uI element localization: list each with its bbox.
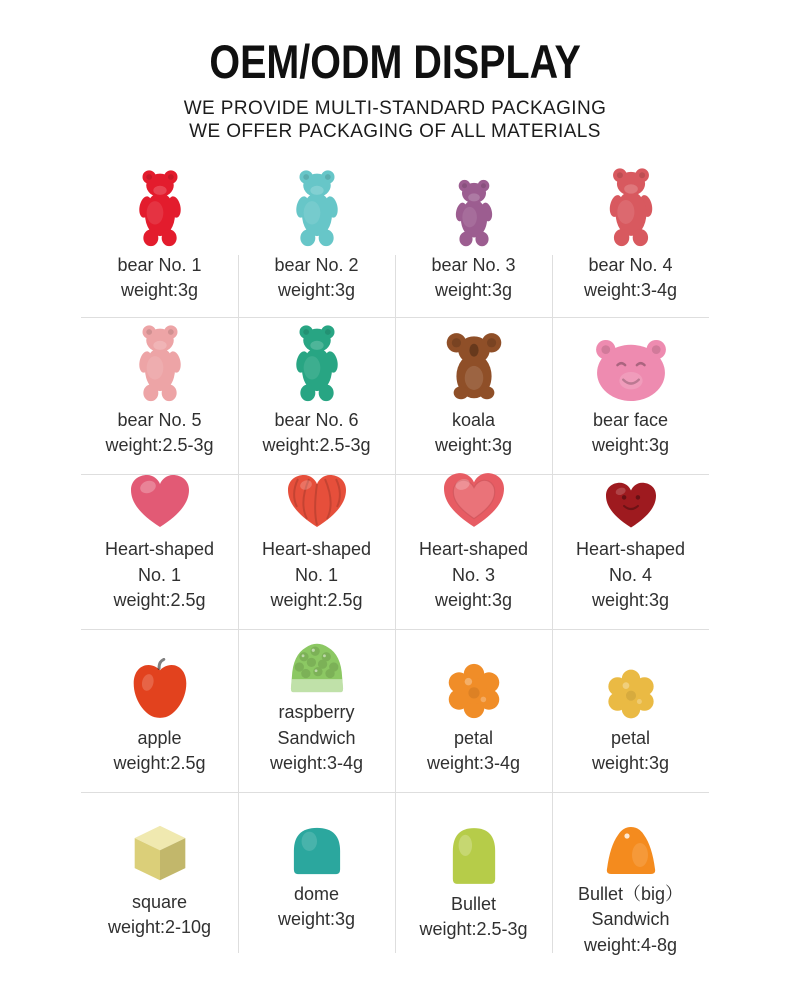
candy-weight: weight:3g — [277, 280, 356, 301]
candy-weight: weight:2.5g — [113, 753, 206, 774]
candy-weight: weight:2.5-3g — [105, 435, 214, 456]
candy-label — [410, 537, 538, 614]
candy-weight: weight:3-4g — [583, 280, 678, 301]
smiley-heart-icon — [603, 481, 659, 531]
bear-icon — [451, 177, 497, 247]
page-title — [0, 36, 790, 89]
candy-cell-18 — [238, 792, 395, 995]
candy-label — [431, 253, 515, 304]
candy-weight: weight:4-8g — [583, 934, 678, 955]
candy-label — [274, 253, 358, 304]
candy-weight: weight:2-10g — [107, 917, 212, 938]
candy-name: Bullet（big） Sandwich — [577, 883, 684, 930]
candy-label — [427, 726, 520, 777]
candy-label — [278, 882, 355, 933]
candy-name: bear No. 5 — [117, 409, 202, 430]
bear-icon — [133, 167, 187, 247]
candy-name: bear No. 4 — [588, 254, 673, 275]
gumdrop-icon — [603, 824, 659, 876]
candy-name: bear face — [592, 409, 669, 430]
candy-cell-2 — [238, 165, 395, 317]
candy-name: raspberry Sandwich — [277, 702, 356, 748]
candy-label — [435, 408, 512, 459]
candy-label — [419, 892, 527, 943]
candy-weight: weight:3g — [591, 753, 670, 774]
cube-icon — [129, 824, 191, 884]
candy-cell-7 — [395, 317, 552, 474]
candy-name: Bullet — [450, 893, 496, 914]
candy-name: bear No. 1 — [117, 254, 202, 275]
flower-icon — [604, 668, 658, 720]
bear-icon — [290, 322, 344, 402]
candy-name: square — [131, 891, 188, 912]
candy-weight: weight:2.5-3g — [262, 435, 371, 456]
bear-icon — [133, 322, 187, 402]
candy-name: bear No. 6 — [274, 409, 359, 430]
candy-name: petal — [610, 727, 651, 748]
candy-name: Heart-shaped No. 4 — [575, 539, 686, 585]
bear-face-icon — [593, 338, 669, 402]
bear-icon — [602, 165, 660, 247]
candy-cell-15 — [395, 629, 552, 792]
candy-cell-19 — [395, 792, 552, 995]
candy-grid — [81, 165, 709, 995]
candy-name: petal — [453, 727, 494, 748]
candy-label — [117, 253, 201, 304]
candy-cell-14 — [238, 629, 395, 792]
candy-label — [567, 882, 695, 959]
candy-name: apple — [137, 727, 182, 748]
candy-weight: weight:2.5-3g — [419, 919, 528, 940]
subtitle-line-2: WE OFFER PACKAGING OF ALL MATERIALS — [189, 121, 601, 143]
candy-weight: weight:3g — [434, 280, 513, 301]
candy-cell-10 — [238, 474, 395, 629]
candy-cell-1 — [81, 165, 238, 317]
candy-cell-13 — [81, 629, 238, 792]
candy-cell-11 — [395, 474, 552, 629]
candy-name: Heart-shaped No. 3 — [418, 539, 529, 585]
candy-label — [253, 700, 381, 777]
candy-cell-9 — [81, 474, 238, 629]
heart-icon — [127, 473, 193, 531]
candy-weight: weight:3g — [591, 435, 670, 456]
candy-label — [105, 408, 213, 459]
candy-weight: weight:3g — [120, 280, 199, 301]
candy-weight: weight:2.5g — [113, 590, 206, 611]
candy-cell-17 — [81, 792, 238, 995]
candy-weight: weight:3-4g — [269, 753, 364, 774]
flower-icon — [444, 662, 504, 720]
candy-name: bear No. 3 — [431, 254, 516, 275]
candy-cell-3 — [395, 165, 552, 317]
candy-label — [592, 726, 669, 777]
candy-label — [113, 726, 205, 777]
candy-cell-16 — [552, 629, 709, 792]
candy-label — [592, 408, 669, 459]
candy-label — [253, 537, 381, 614]
ribbed-heart-icon — [285, 473, 349, 531]
header — [0, 0, 790, 144]
candy-cell-6 — [238, 317, 395, 474]
candy-cell-20 — [552, 792, 709, 995]
candy-name: bear No. 2 — [274, 254, 359, 275]
candy-label — [108, 890, 211, 941]
candy-weight: weight:3g — [434, 590, 513, 611]
candy-label — [567, 537, 695, 614]
candy-name: koala — [451, 409, 496, 430]
koala-icon — [444, 328, 504, 402]
candy-name: Heart-shaped No. 1 — [104, 539, 215, 585]
apple-icon — [129, 658, 191, 720]
candy-label — [96, 537, 224, 614]
dome-icon — [289, 824, 345, 876]
candy-name: dome — [293, 883, 340, 904]
candy-weight: weight:3g — [591, 590, 670, 611]
candy-label — [584, 253, 677, 304]
candy-weight: weight:3-4g — [426, 753, 521, 774]
banded-heart-icon — [440, 471, 508, 531]
candy-weight: weight:2.5g — [270, 590, 363, 611]
candy-cell-4 — [552, 165, 709, 317]
bullet-icon — [449, 824, 499, 886]
page-title-text: OEM/ODM DISPLAY — [209, 35, 581, 88]
bear-icon — [290, 167, 344, 247]
candy-cell-8 — [552, 317, 709, 474]
candy-cell-12 — [552, 474, 709, 629]
candy-label — [262, 408, 370, 459]
candy-weight: weight:3g — [434, 435, 513, 456]
raspberry-icon — [287, 640, 347, 694]
candy-cell-5 — [81, 317, 238, 474]
subtitle-line-1: WE PROVIDE MULTI-STANDARD PACKAGING — [183, 97, 607, 119]
candy-name: Heart-shaped No. 1 — [261, 539, 372, 585]
candy-weight: weight:3g — [277, 909, 356, 930]
